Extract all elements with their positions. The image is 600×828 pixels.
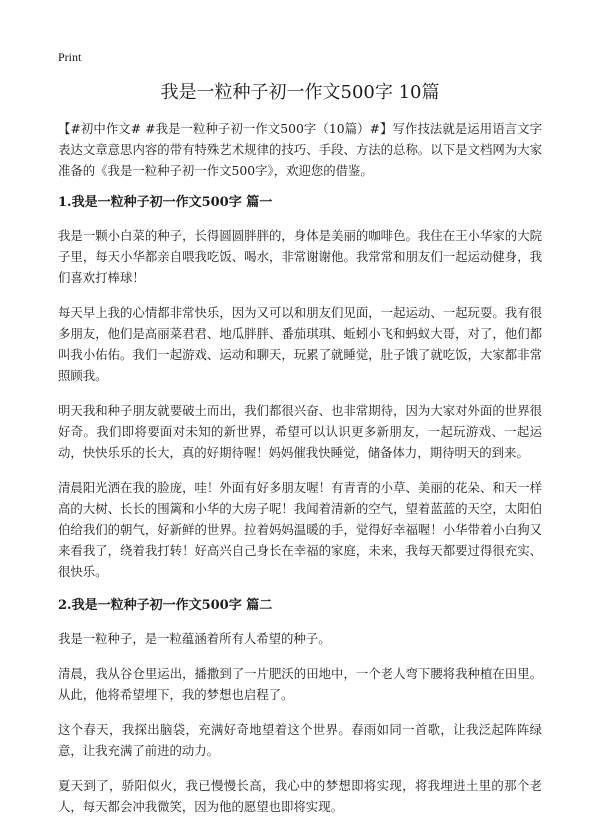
section-2 (58, 596, 542, 817)
section-1 (58, 193, 542, 582)
paragraph: 清晨阳光洒在我的脸庞，哇！外面有好多朋友喔！有青青的小草、美丽的花朵、和天一样高的大树、长长的围篱和小华的大房子呢！我闻着清新的空气，望着蓝蓝的天空，太阳伯伯给我们的朝气，好新鲜的世界。拉着妈妈温暖的手，觉得好幸福喔！小华带着小白狗又来看我了，绕着我打转！好高兴自己身长在幸福的家庭，未来，我每天都要过得很充实、很快乐。 (58, 480, 542, 579)
paragraph: 我是一粒种子，是一粒蕴涵着所有人希望的种子。 (58, 631, 331, 646)
print-label: Print (58, 50, 82, 64)
paragraph: 清晨，我从谷仓里运出，播撒到了一片肥沃的田地中，一个老人弯下腰将我种植在田里。从此，他将希望埋下，我的梦想也启程了。 (58, 666, 542, 702)
paragraph: 明天我和种子朋友就要破土而出，我们都很兴奋、也非常期待，因为大家对外面的世界很好奇。我们即将要面对未知的新世界，希望可以认识更多新朋友，一起玩游戏、一起运动，快快乐乐的长大，真的好期待喔！妈妈催我快睡觉，储备体力，期待明天的到来。 (58, 403, 542, 460)
paragraph: 我是一颗小白菜的种子，长得圆圆胖胖的，身体是美丽的咖啡色。我住在王小华家的大院子里，每天小华都亲自喂我吃饭、喝水，非常谢谢他。我常常和朋友们一起运动健身，我们喜欢打棒球！ (58, 228, 542, 285)
intro-paragraph: 【#初中作文# #我是一粒种子初一作文500字（10篇）#】写作技法就是运用语言文字表达文章意思内容的带有特殊艺术规律的技巧、手段、方法的总称。以下是文档网为大家准备的《我是一粒种子初一作文500字》，欢迎您的借鉴。 (58, 121, 542, 178)
document-title: 我是一粒种子初一作文500字 10篇 (160, 82, 440, 103)
paragraph: 每天早上我的心情都非常快乐，因为又可以和朋友们见面，一起运动、一起玩耍。我有很多朋友，他们是高丽菜君君、地瓜胖胖、番茄琪琪、蚯蚓小飞和蚂蚁大哥，对了，他们都叫我小佑佑。我们一起游戏、运动和聊天，玩累了就睡觉，肚子饿了就吃饭，大家都非常照顾我。 (58, 305, 542, 383)
section-heading: 1.我是一粒种子初一作文500字 篇一 (58, 195, 273, 210)
paragraph: 这个春天，我探出脑袋，充满好奇地望着这个世界。春雨如同一首歌，让我泛起阵阵绿意，让我充满了前进的动力。 (58, 722, 542, 758)
section-heading: 2.我是一粒种子初一作文500字 篇二 (58, 598, 273, 613)
paragraph: 夏天到了，骄阳似火，我已慢慢长高，我心中的梦想即将实现，将我埋进土里的那个老人，每天都会冲我微笑，因为他的愿望也即将实现。 (58, 778, 542, 814)
